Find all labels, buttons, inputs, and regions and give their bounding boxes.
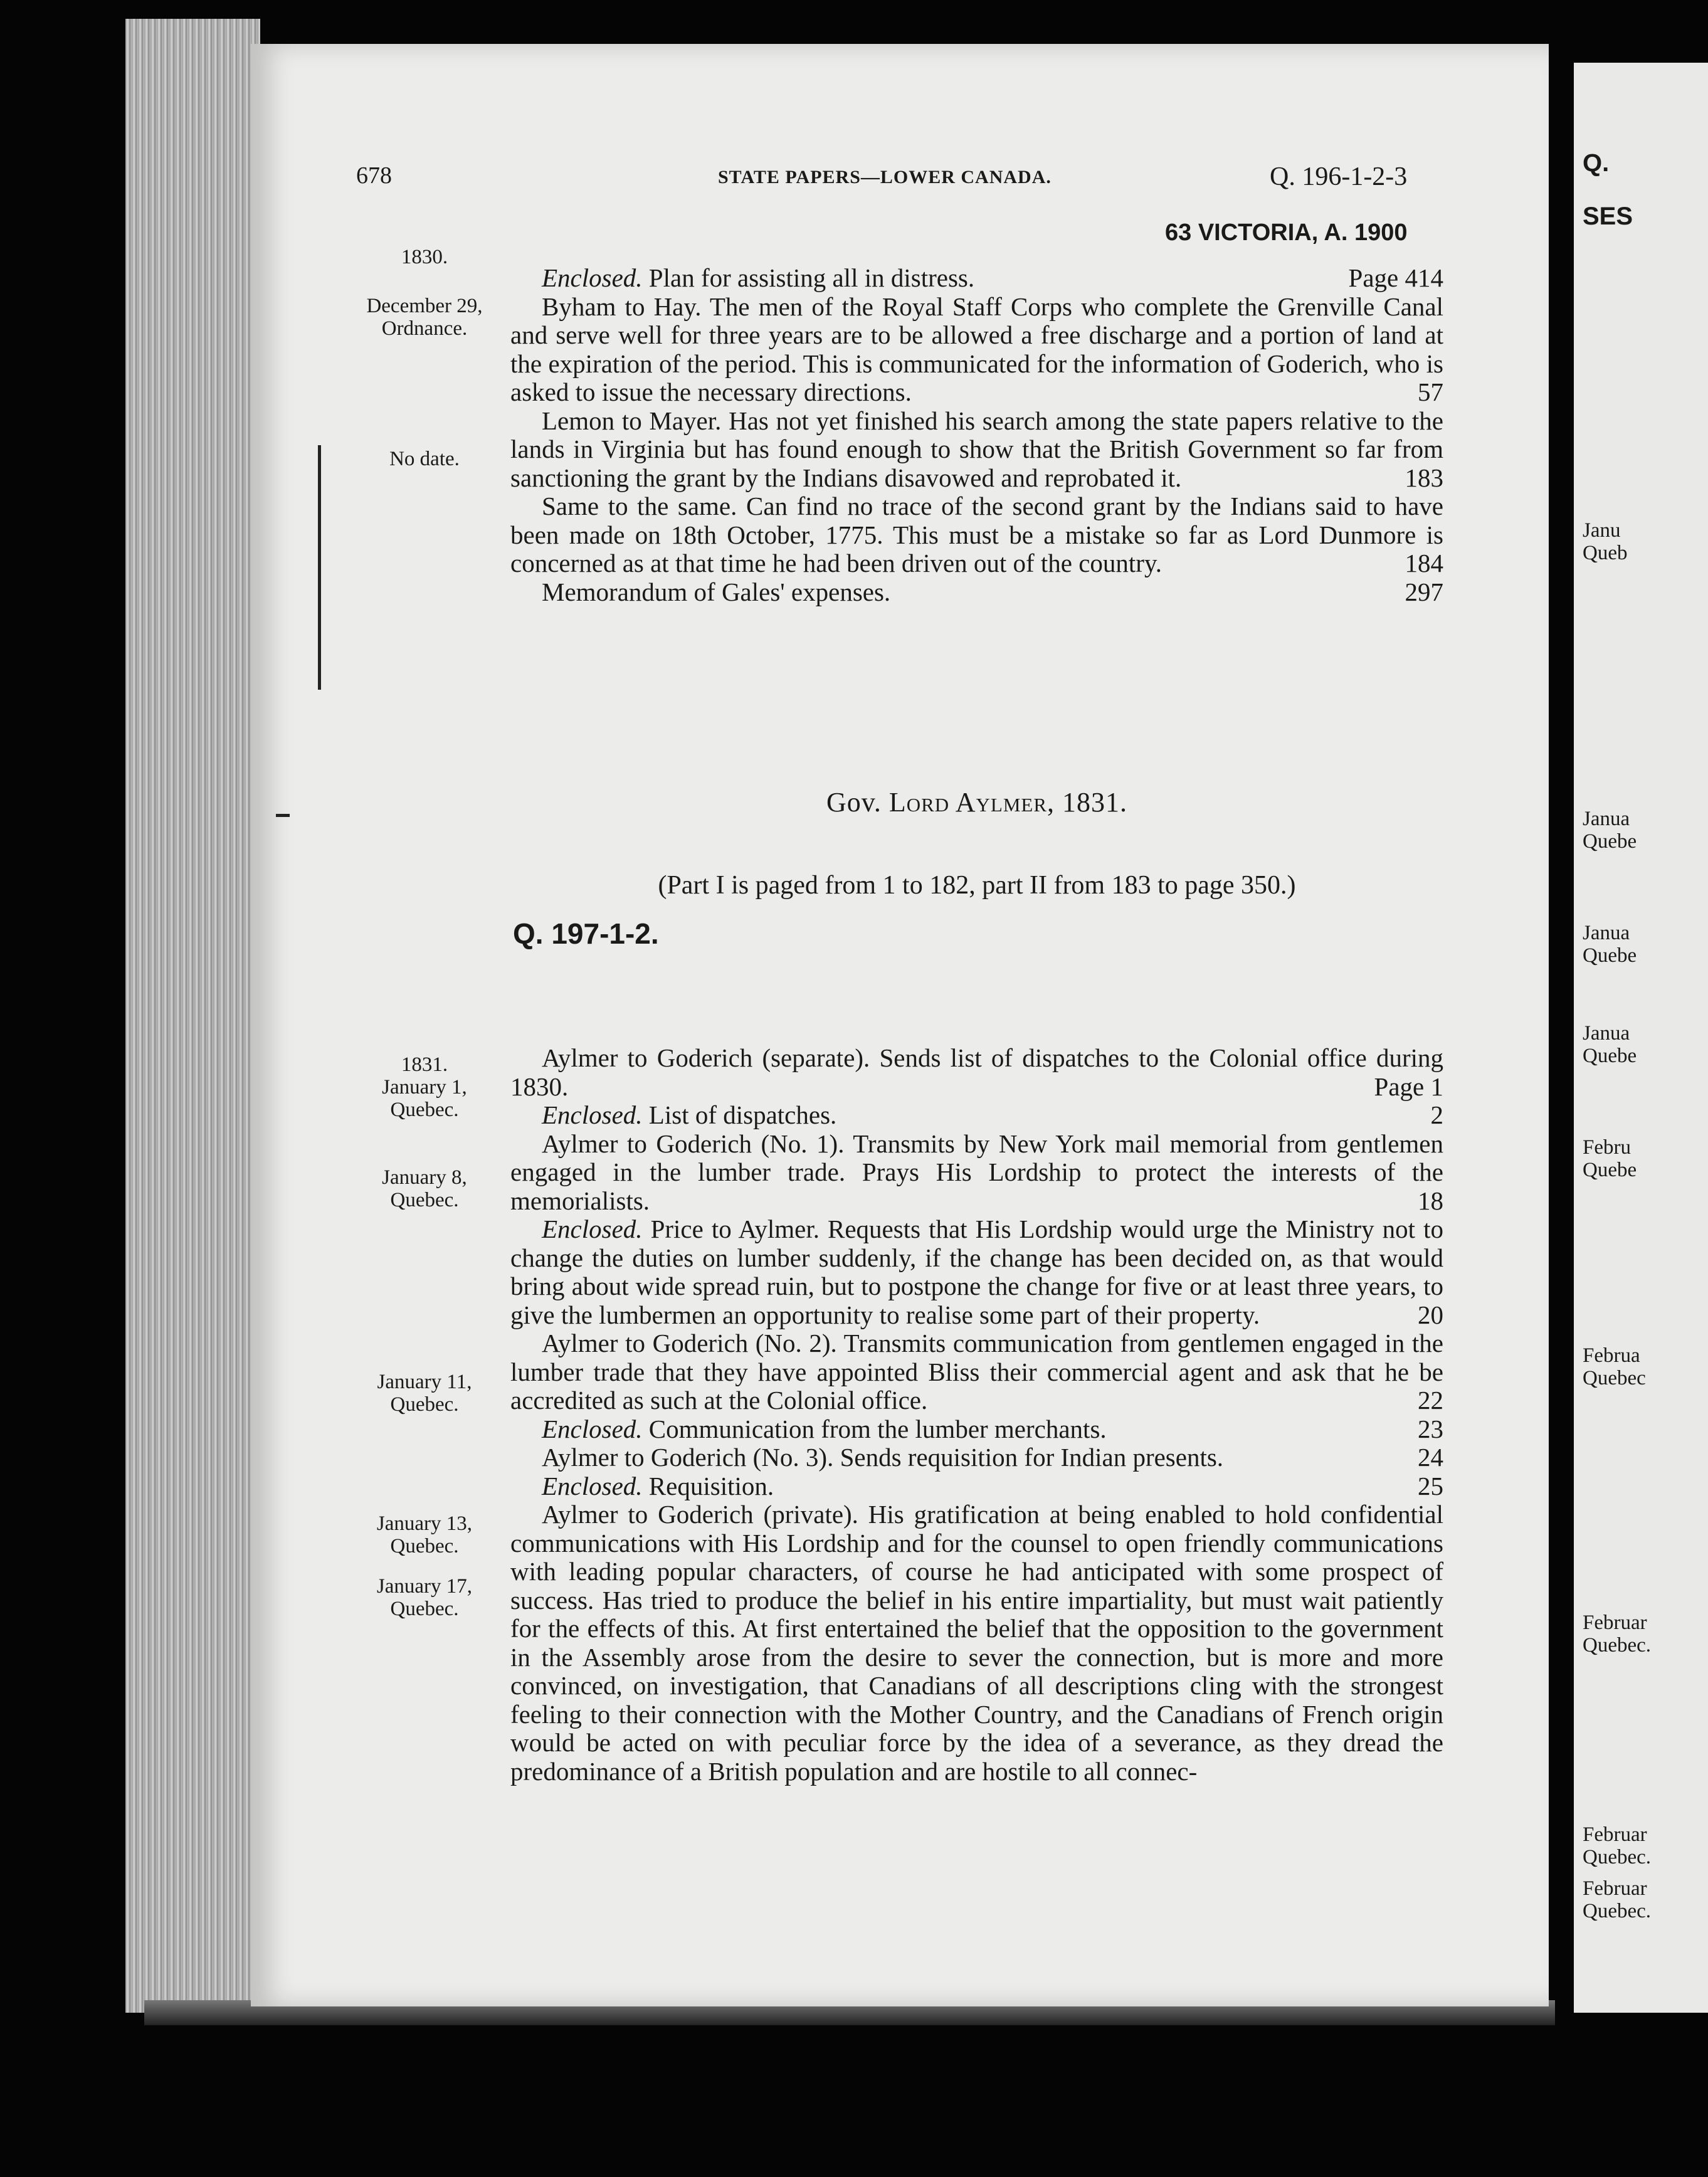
facing-page-place: Quebec. (1583, 1846, 1652, 1869)
facing-page-place: Quebec. (1583, 1634, 1652, 1657)
margin-date: January 17, Quebec. (376, 1575, 473, 1620)
margin-date: January 8, Quebec. (382, 1166, 467, 1211)
facing-page-date: Febru (1583, 1136, 1631, 1159)
entry: Memorandum of Gales' expenses. 297 (542, 577, 1443, 606)
entries-1830 (510, 264, 1443, 606)
margin-date: December 29, Ordnance. (366, 295, 483, 340)
facing-page-date: Februa (1583, 1344, 1640, 1367)
entry: Enclosed. List of dispatches. 2 (542, 1100, 1443, 1129)
entry: Lemon to Mayer. Has not yet finished his search among the state papers relative to the lands in Virginia but has found enough to show that the British Government so far from sanctioning the grant by the Indians disavowed and reprobated it. 183 (510, 406, 1443, 492)
facing-page-date: Februar (1583, 1611, 1647, 1634)
entry: Aylmer to Goderich (No. 1). Transmits by New York mail memorial from gentlemen engaged in the lumber trade. Prays His Lordship to protect the interests of the memorialists. 18 (510, 1129, 1443, 1215)
facing-page-fragment (1574, 63, 1708, 2013)
margin-date: January 13, Quebec. (376, 1512, 473, 1558)
book-page-edges (125, 19, 260, 2013)
margin-date: January 11, Quebec. (377, 1371, 472, 1416)
facing-page-date: Februar (1583, 1823, 1647, 1846)
entry: Aylmer to Goderich (private). His gratification at being enabled to hold confidential communications with His Lordship and for the counsel to open friendly communications with leading popular characters, of course he had anticipated with some prospect of success. Has tried to produce the belief in his entire impartiality, but must wait patiently for the effects of this. At first entertained the belief that the opposition to the government in the Assembly arose from the desire to sever the connection, but is more and more convinced, on investigation, that Canadians of all descriptions cling with the strongest feeling to their connection with the Mother Country, and the Canadians of French origin would be acted on with peculiar force by the idea of a severance, as they dread the predominance of a British population and are hostile to all connec- (510, 1500, 1443, 1786)
governor-heading: Gov. Lord Aylmer, 1831. (826, 787, 1128, 818)
facing-page-date: Janua (1583, 808, 1630, 830)
running-title: STATE PAPERS—LOWER CANADA. (718, 167, 1052, 187)
facing-page-place: Queb (1583, 542, 1628, 564)
entry: Same to the same. Can find no trace of the second grant by the Indians said to have been made on 18th October, 1775. This must be a mistake so far as Lord Dunmore is concerned as at that time he had been driven out of the country. 184 (510, 492, 1443, 577)
facing-page-date: Janua (1583, 1022, 1630, 1045)
margin-dash-mark (276, 814, 290, 817)
entry: Enclosed. Price to Aylmer. Requests that His Lordship would urge the Ministry not to change the duties on lumber suddenly, if the change has been decided on, as that would bring about wide spread ruin, but to postpone the change for five or at least three years, to give the lumbermen an opportunity to realise some part of their property. 20 (510, 1215, 1443, 1329)
entry: Aylmer to Goderich (No. 3). Sends requisition for Indian presents. 24 (542, 1443, 1443, 1472)
paging-note: (Part I is paged from 1 to 182, part II from 183 to page 350.) (658, 871, 1296, 900)
facing-page-place: Quebec. (1583, 1900, 1652, 1922)
entry: Aylmer to Goderich (separate). Sends list of dispatches to the Colonial office during 1830. Page 1 (510, 1043, 1443, 1101)
entry: Enclosed. Plan for assisting all in distress. Page 414 (542, 263, 1443, 292)
entry: Enclosed. Requisition. 25 (542, 1471, 1443, 1500)
facing-page-place: Quebe (1583, 1159, 1637, 1181)
facing-page-session: SES (1583, 203, 1633, 230)
volume-heading: Q. 197-1-2. (513, 917, 659, 950)
facing-page-date: Janua (1583, 922, 1630, 944)
entry: Aylmer to Goderich (No. 2). Transmits communication from gentlemen engaged in the lumber trade that they have appointed Bliss their commercial agent and ask that he be accredited as such at the Colonial office. 22 (510, 1329, 1443, 1415)
facing-page-place: Quebe (1583, 944, 1637, 967)
facing-page-place: Quebec (1583, 1367, 1646, 1389)
entry: Enclosed. Communication from the lumber merchants. 23 (542, 1414, 1443, 1443)
margin-year: 1831. (401, 1053, 448, 1076)
entry: Byham to Hay. The men of the Royal Staff Corps who complete the Grenville Canal and serve well for three years are to be allowed a free discharge and a portion of land at the expiration of the period. This is communicated for the information of Goderich, who is asked to issue the necessary directions. 57 (510, 292, 1443, 406)
session-header: 63 VICTORIA, A. 1900 (1165, 219, 1408, 246)
margin-bracket-line (318, 445, 321, 690)
facing-page-place: Quebe (1583, 830, 1637, 853)
archive-reference: Q. 196-1-2-3 (1270, 162, 1408, 191)
margin-date: No date. (389, 448, 460, 470)
facing-page-q: Q. (1583, 149, 1610, 177)
entries-1831 (510, 1044, 1443, 1786)
margin-date: January 1, Quebec. (382, 1076, 467, 1121)
facing-page-place: Quebe (1583, 1045, 1637, 1067)
page-number: 678 (356, 162, 392, 189)
facing-page-date: Janu (1583, 519, 1621, 542)
facing-page-date: Februar (1583, 1877, 1647, 1900)
margin-year: 1830. (401, 246, 448, 268)
